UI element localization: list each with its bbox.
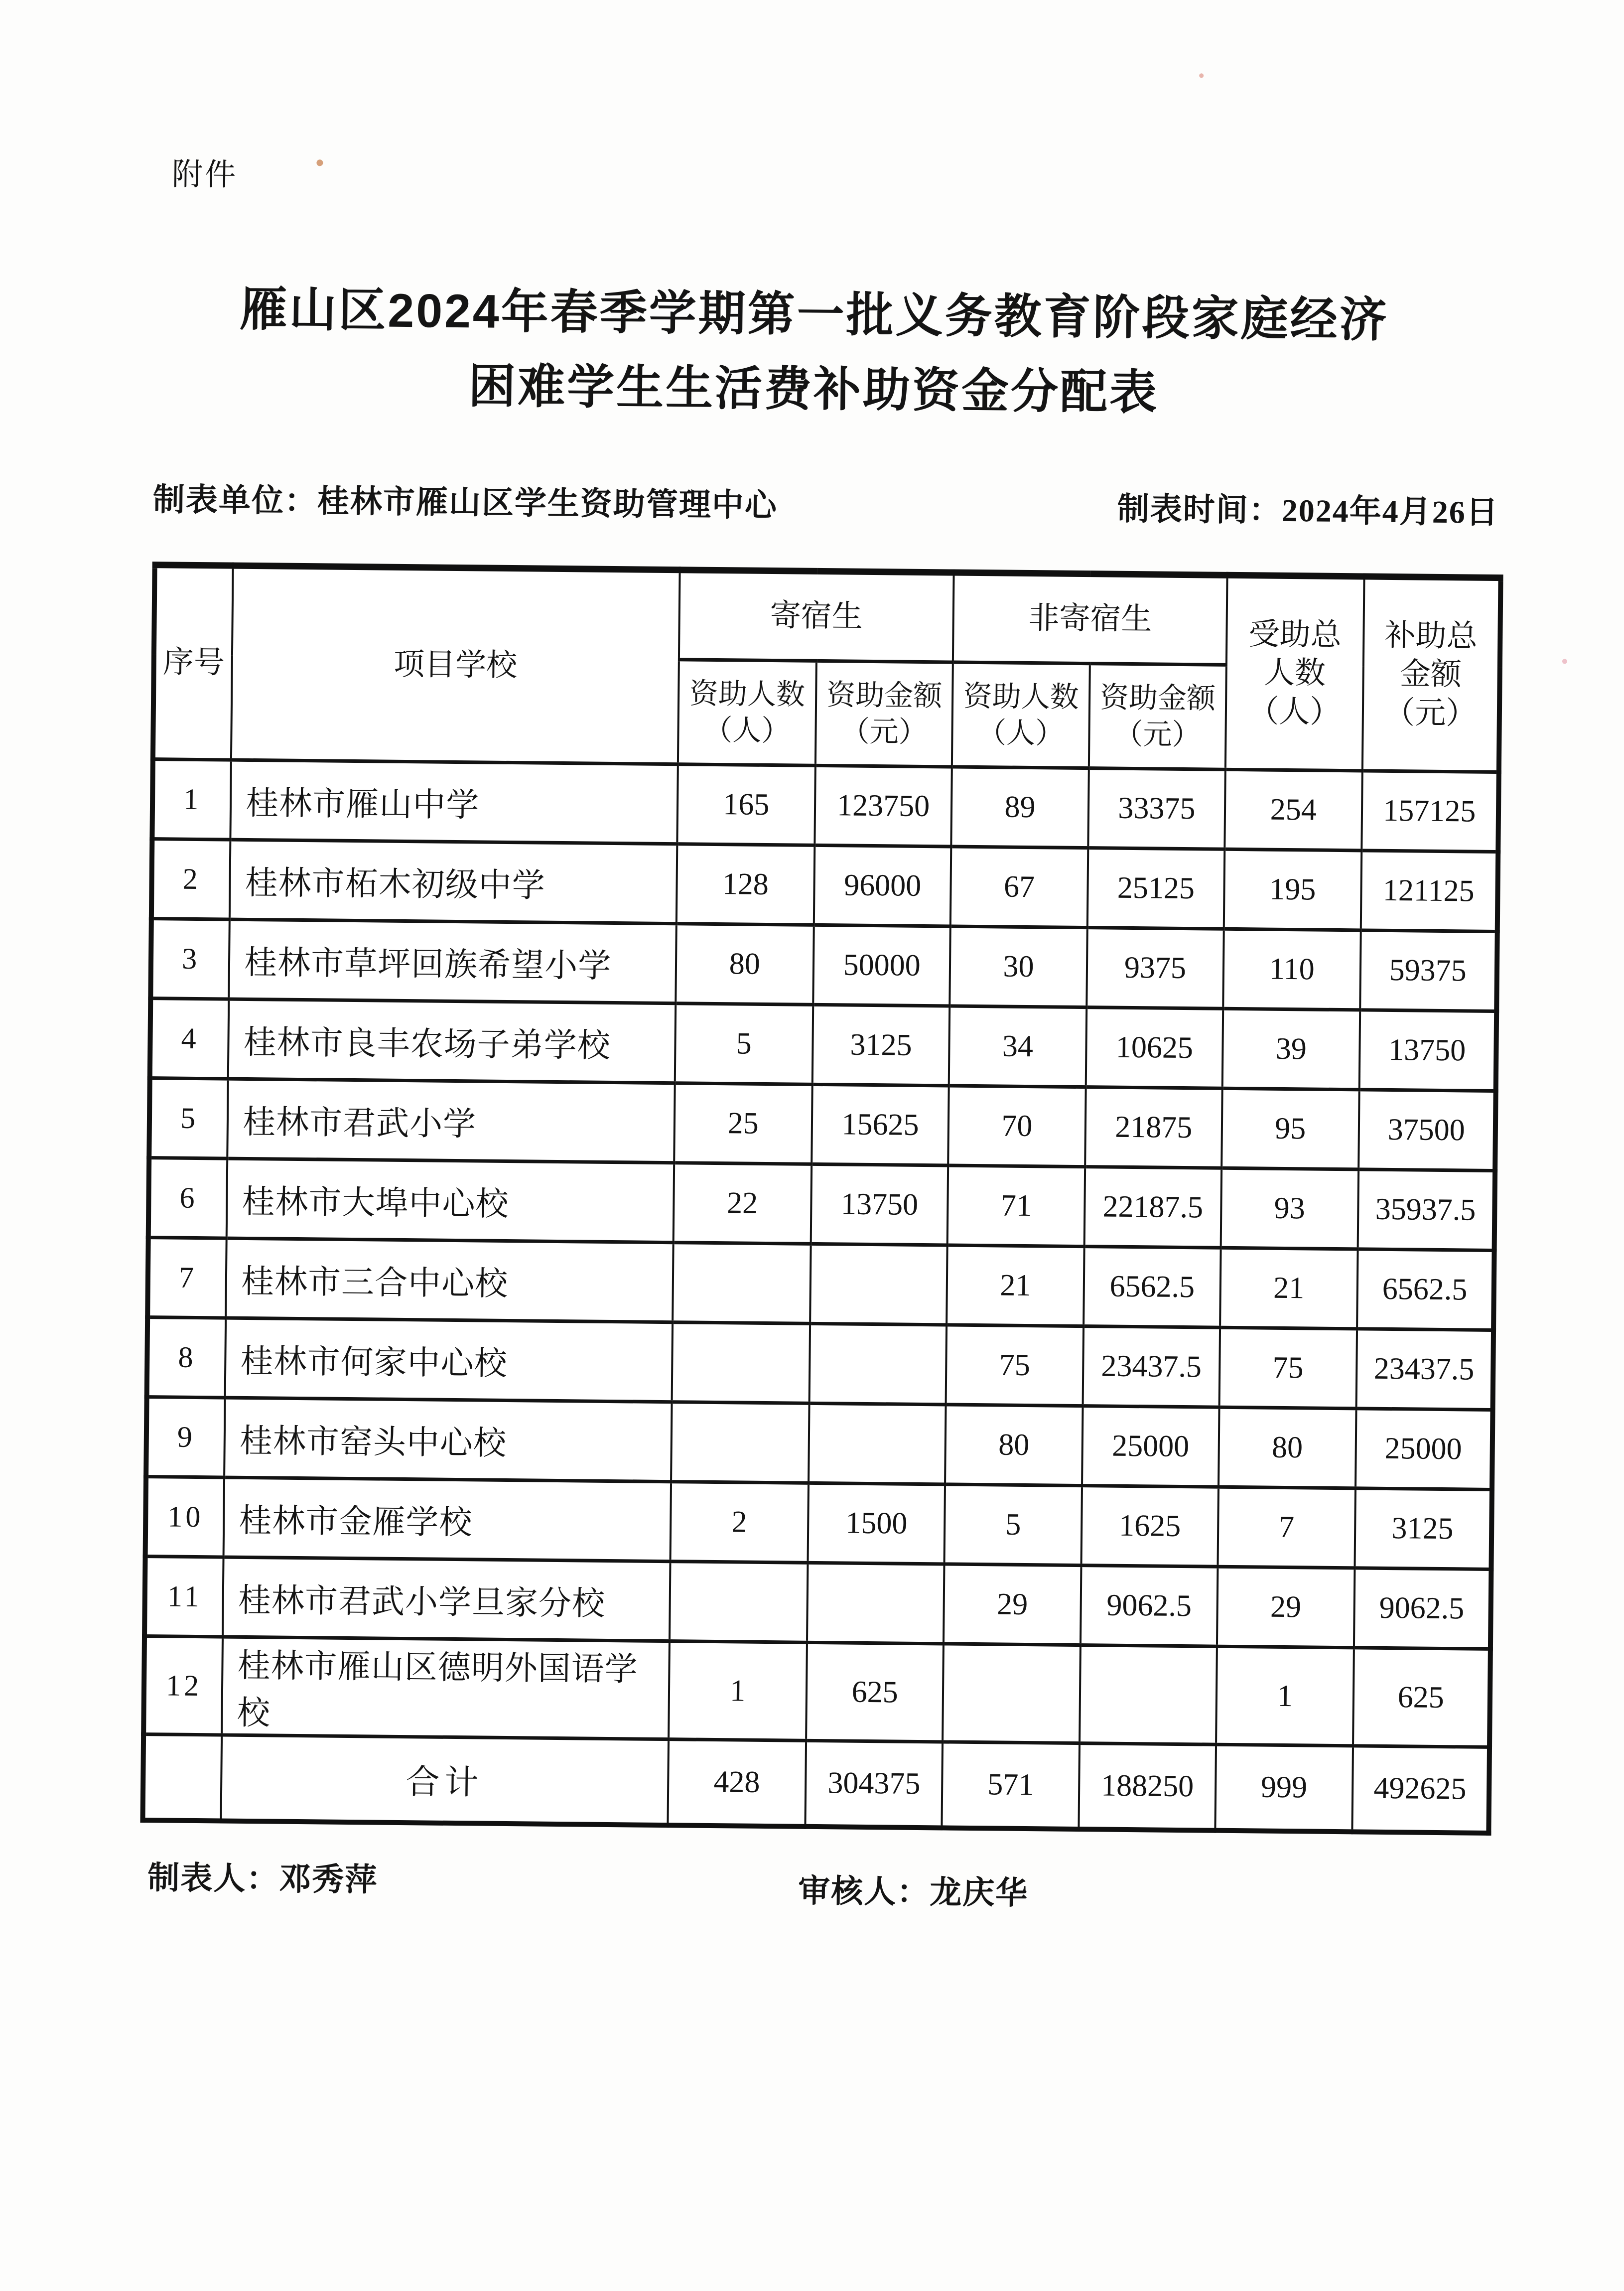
cell-total-amount: 121125 — [1360, 851, 1498, 932]
cell-boarding-amount: 50000 — [813, 925, 950, 1006]
cell-non-boarding-amount: 21875 — [1085, 1087, 1222, 1168]
cell-boarding-amount — [807, 1563, 945, 1644]
cell-total-amount: 23437.5 — [1356, 1329, 1493, 1410]
cell-index: 9 — [146, 1397, 225, 1478]
cell-school: 桂林市大埠中心校 — [227, 1158, 674, 1243]
cell-non-boarding-count: 29 — [944, 1564, 1081, 1645]
cell-school: 桂林市柘木初级中学 — [230, 840, 677, 924]
table-total-row — [142, 1734, 1489, 1833]
cell-non-boarding-amount: 33375 — [1088, 768, 1225, 850]
cell-non-boarding-amount: 9375 — [1086, 928, 1224, 1009]
cell-boarding-amount — [810, 1323, 947, 1405]
cell-boarding-count — [670, 1562, 808, 1643]
cell-total-amount: 9062.5 — [1353, 1568, 1491, 1649]
cell-boarding-count: 128 — [676, 844, 814, 925]
cell-non-boarding-amount — [1080, 1645, 1217, 1745]
cell-total-count: 80 — [1218, 1407, 1356, 1488]
cell-boarding-count: 80 — [676, 924, 814, 1005]
header-boarding-amount: 资助金额 （元） — [815, 661, 953, 767]
cell-total-count: 110 — [1223, 929, 1360, 1010]
cell-non-boarding-count: 70 — [948, 1086, 1086, 1167]
cell-non-boarding-amount: 25125 — [1087, 848, 1224, 929]
preparer-label: 制表人：邓秀萍 — [147, 1860, 378, 1898]
cell-school: 桂林市君武小学旦家分校 — [223, 1557, 670, 1641]
cell-boarding-count: 25 — [674, 1083, 812, 1164]
header-row-groups — [154, 565, 1501, 668]
table-row — [144, 1557, 1491, 1649]
cell-boarding-count: 5 — [675, 1003, 813, 1085]
cell-total-count: 7 — [1218, 1487, 1355, 1568]
cell-total-amount: 35937.5 — [1357, 1169, 1495, 1251]
cell-total-count: 254 — [1224, 769, 1362, 851]
table-row — [147, 1317, 1493, 1410]
cell-boarding-count — [673, 1243, 811, 1324]
cell-total-count: 1 — [1216, 1646, 1353, 1746]
cell-non-boarding-amount: 188250 — [1079, 1743, 1216, 1831]
cell-total-amount: 13750 — [1359, 1010, 1496, 1091]
header-non-boarding-group: 非寄宿生 — [953, 573, 1227, 665]
cell-non-boarding-amount: 23437.5 — [1083, 1326, 1220, 1408]
cell-non-boarding-amount: 6562.5 — [1083, 1247, 1221, 1328]
header-school: 项目学校 — [231, 566, 679, 764]
cell-boarding-amount: 15625 — [812, 1084, 949, 1165]
cell-non-boarding-count: 75 — [946, 1325, 1083, 1406]
cell-non-boarding-count: 571 — [942, 1742, 1080, 1829]
cell-school: 桂林市良丰农场子弟学校 — [228, 999, 676, 1083]
reviewer-label: 审核人：龙庆华 — [798, 1873, 1029, 1911]
cell-boarding-amount: 304375 — [805, 1740, 943, 1828]
cell-non-boarding-count: 30 — [950, 926, 1087, 1007]
cell-index: 8 — [147, 1317, 226, 1398]
cell-boarding-amount: 1500 — [808, 1483, 945, 1564]
cell-boarding-amount — [810, 1244, 947, 1325]
cell-total-amount: 625 — [1353, 1648, 1490, 1747]
cell-index: 3 — [150, 919, 230, 1000]
table-row — [146, 1397, 1492, 1490]
subsidy-allocation-table — [140, 562, 1503, 1835]
cell-school: 桂林市雁山区德明外国语学校 — [222, 1637, 669, 1739]
cell-total-amount: 3125 — [1354, 1488, 1492, 1570]
table-row — [143, 1636, 1490, 1747]
cell-total-amount: 492625 — [1352, 1746, 1489, 1833]
cell-total-count: 95 — [1221, 1088, 1359, 1169]
cell-non-boarding-amount: 9062.5 — [1081, 1566, 1218, 1647]
cell-school: 桂林市三合中心校 — [226, 1238, 673, 1322]
header-index: 序号 — [153, 565, 233, 760]
header-total-students: 受助总 人数 （人） — [1225, 575, 1364, 771]
table-row — [152, 759, 1498, 852]
table-row — [148, 1158, 1495, 1251]
cell-non-boarding-count: 71 — [947, 1165, 1085, 1247]
header-non-boarding-amount: 资助金额 （元） — [1089, 664, 1226, 770]
scan-speck — [1562, 659, 1567, 664]
cell-non-boarding-count: 80 — [945, 1405, 1083, 1486]
cell-school: 桂林市草坪回族希望小学 — [229, 919, 677, 1003]
table-row — [151, 839, 1498, 932]
cell-non-boarding-count: 67 — [950, 847, 1088, 928]
cell-school: 桂林市何家中心校 — [225, 1318, 673, 1402]
cell-total-amount: 6562.5 — [1357, 1249, 1494, 1330]
table-row — [147, 1238, 1494, 1330]
cell-non-boarding-amount: 1625 — [1081, 1486, 1218, 1567]
cell-index: 2 — [151, 839, 231, 920]
cell-school: 桂林市金雁学校 — [224, 1477, 671, 1562]
table-row — [150, 999, 1496, 1091]
cell-index: 5 — [149, 1078, 228, 1159]
cell-school: 桂林市窑头中心校 — [224, 1398, 672, 1482]
prepared-date-label: 制表时间：2024年4月26日 — [1117, 491, 1499, 531]
cell-total-count: 75 — [1219, 1327, 1357, 1409]
cell-non-boarding-amount: 25000 — [1082, 1406, 1219, 1487]
cell-boarding-count — [671, 1402, 810, 1483]
cell-non-boarding-count: 34 — [949, 1006, 1086, 1087]
cell-boarding-amount: 625 — [806, 1642, 944, 1742]
document-title-line2: 困难学生生活费补助资金分配表 — [468, 360, 1159, 420]
cell-school: 桂林市君武小学 — [227, 1079, 675, 1163]
cell-non-boarding-amount: 10625 — [1085, 1007, 1223, 1089]
cell-total-count: 39 — [1222, 1008, 1360, 1090]
header-boarding-count: 资助人数 （人） — [677, 660, 816, 766]
document-title-line1: 雁山区2024年春季学期第一批义务教育阶段家庭经济 — [239, 283, 1389, 347]
cell-total-count: 999 — [1216, 1744, 1353, 1832]
cell-boarding-amount: 123750 — [814, 765, 952, 847]
cell-index: 10 — [145, 1477, 225, 1558]
cell-boarding-count: 165 — [677, 764, 815, 846]
cell-index: 11 — [144, 1557, 224, 1637]
document-title — [1, 270, 1624, 434]
cell-boarding-count — [672, 1322, 810, 1404]
cell-index — [142, 1734, 222, 1821]
table-row — [145, 1477, 1492, 1570]
cell-total-amount: 157125 — [1361, 771, 1499, 852]
cell-non-boarding-amount: 22187.5 — [1084, 1167, 1221, 1248]
cell-non-boarding-count: 21 — [947, 1245, 1084, 1326]
cell-school: 桂林市雁山中学 — [231, 760, 678, 844]
cell-boarding-amount: 3125 — [812, 1004, 950, 1086]
cell-school: 合计 — [221, 1735, 669, 1825]
cell-index: 4 — [150, 999, 229, 1079]
cell-index: 1 — [152, 759, 231, 840]
cell-non-boarding-count: 5 — [945, 1484, 1082, 1566]
cell-boarding-count: 2 — [670, 1482, 809, 1563]
cell-total-count: 195 — [1224, 849, 1361, 930]
cell-index: 7 — [147, 1238, 227, 1318]
cell-boarding-count: 1 — [669, 1641, 807, 1741]
cell-boarding-count: 428 — [668, 1739, 806, 1827]
cell-boarding-count: 22 — [673, 1163, 812, 1244]
prepared-unit-label: 制表单位：桂林市雁山区学生资助管理中心 — [152, 482, 778, 524]
cell-total-amount: 37500 — [1358, 1090, 1496, 1171]
cell-total-count: 29 — [1217, 1567, 1354, 1648]
header-non-boarding-count: 资助人数 （人） — [952, 662, 1089, 768]
cell-boarding-amount: 13750 — [811, 1164, 948, 1245]
cell-total-amount: 25000 — [1355, 1409, 1493, 1490]
cell-index: 12 — [143, 1636, 223, 1735]
cell-total-count: 93 — [1221, 1168, 1358, 1249]
cell-boarding-amount — [809, 1403, 946, 1484]
cell-boarding-amount: 96000 — [814, 845, 951, 926]
scan-speck — [316, 159, 323, 166]
attachment-label: 附件 — [171, 157, 238, 192]
table-row — [149, 1078, 1495, 1171]
cell-non-boarding-count — [943, 1644, 1080, 1743]
table-row — [150, 919, 1497, 1011]
cell-total-amount: 59375 — [1360, 930, 1497, 1011]
cell-index: 6 — [148, 1158, 228, 1239]
document-footer — [139, 1852, 1491, 1920]
cell-total-count: 21 — [1220, 1248, 1357, 1329]
header-boarding-group: 寄宿生 — [678, 570, 953, 662]
table-meta-row — [153, 474, 1504, 533]
scan-speck — [1199, 73, 1204, 78]
header-total-amount: 补助总 金额 （元） — [1362, 576, 1500, 772]
cell-non-boarding-count: 89 — [951, 767, 1089, 848]
